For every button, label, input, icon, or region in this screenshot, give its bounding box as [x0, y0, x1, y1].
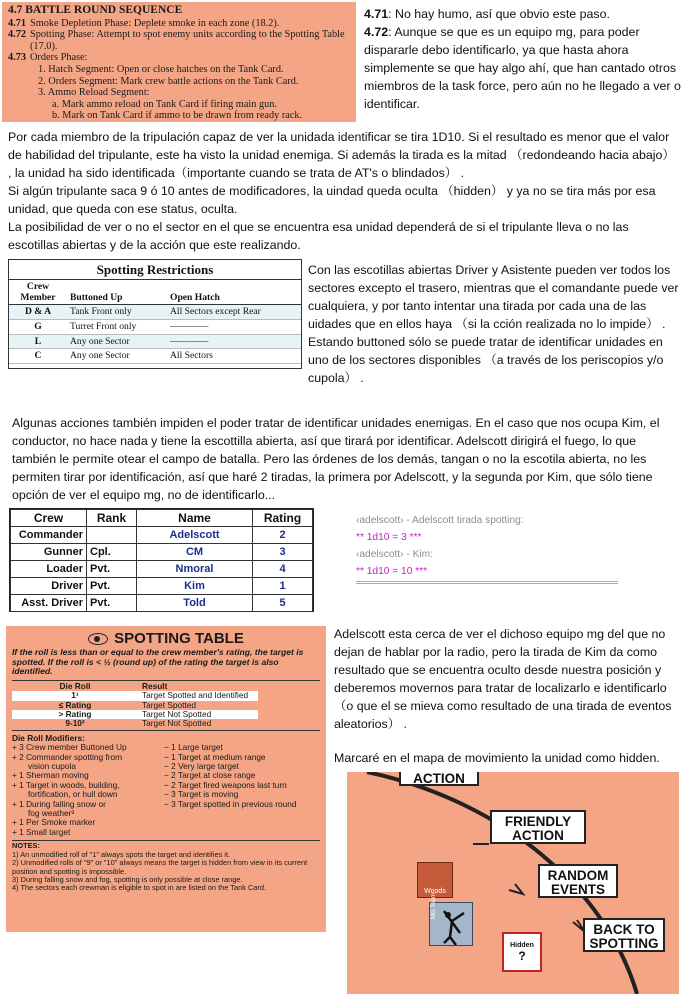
crew-position: Commander: [11, 527, 87, 544]
step-number: 4.71: [8, 17, 27, 29]
step-text: Smoke Depletion Phase: Deplete smoke in each zone (18.2).: [30, 17, 280, 29]
modifier: + 1 Small target: [12, 826, 71, 837]
note: 3) During falling snow and fog, spotting is only possible at close range.: [12, 874, 243, 884]
box-label: RANDOM: [547, 868, 609, 883]
modifier: fog weather³: [28, 808, 75, 819]
column-header: Crew: [11, 510, 87, 527]
crew-rating: 4: [253, 561, 313, 578]
modifier: + 1 Target in woods, building,: [12, 779, 120, 790]
rule-number: 4.72: [364, 25, 389, 39]
segment-line: 3. Ammo Reload Segment:: [38, 87, 150, 99]
die-roll: 9-10²: [65, 718, 85, 729]
segment-line: 1. Hatch Segment: Open or close hatches on the Tank Card.: [38, 63, 284, 75]
box-label: SPOTTING: [589, 936, 659, 951]
table-row: [9, 349, 301, 364]
log-roll-result: ** 1d10 = 3 ***: [356, 532, 422, 543]
modifier: + 2 Commander spotting from: [12, 751, 122, 762]
table-row: [11, 544, 313, 561]
result-explanation: Adelscott esta cerca de ver el dichoso equipo mg del que no dejan de hablar por la radio, pero la tirada de Kim da como resultado que se encuentra oculto desde nuestra posición y deberemos movernos para tratar de localizarlo e identificarlo （o que el se mieva como resultado de una tirada de eventos aleatorios） .: [334, 627, 672, 731]
box-label: BACK TO: [593, 922, 655, 937]
column-header: Open Hatch: [167, 280, 301, 305]
table-row: [11, 595, 313, 612]
table-row: [11, 527, 313, 544]
crew-position: Asst. Driver: [11, 595, 87, 612]
die-roll: ≤ Rating: [58, 699, 92, 710]
cell: All Sectors except Rear: [167, 305, 301, 320]
crew-rating: 3: [253, 544, 313, 561]
cell: L: [9, 334, 67, 349]
crew-name: CM: [137, 544, 253, 561]
counter-label: MG Team: [431, 893, 437, 919]
crew-rating: 2: [253, 527, 313, 544]
mark-hidden-note: Marcaré en el mapa de movimiento la unidad como hidden.: [334, 751, 660, 765]
commentary-471-472: [364, 5, 682, 113]
table-row: [11, 578, 313, 595]
movement-map: [347, 772, 679, 994]
cell: D & A: [9, 305, 67, 320]
modifier: − 3 Target is moving: [164, 789, 239, 800]
rule-comment: : Aunque se que es un equipo mg, para poder dispararle debo identificarlo, ya que hasta ahora simplemente se que hay algo ahí, que han cantado otros miembros de la task force, pero aún no he llegado a ver o identificar.: [364, 25, 681, 111]
table-row: [11, 561, 313, 578]
crew-rating: 5: [253, 595, 313, 612]
crew-rank: Pvt.: [87, 595, 137, 612]
column-header: Rating: [253, 510, 313, 527]
modifier: + 3 Crew member Buttoned Up: [12, 742, 127, 753]
hidden-marker[interactable]: [502, 932, 542, 972]
table-row: [9, 319, 301, 334]
modifier: − 3 Target spotted in previous round: [164, 798, 297, 809]
map-arrow: [509, 884, 523, 894]
step-row: [8, 29, 350, 52]
battle-round-sequence-box: [2, 2, 356, 122]
box-label: ACTION: [512, 828, 564, 843]
die-roll: 1¹: [12, 691, 138, 700]
step-text: Orders Phase:: [30, 52, 88, 64]
crew-name: Kim: [137, 578, 253, 595]
modifier: fortification, or hull down: [28, 789, 118, 800]
crew-position: Driver: [11, 578, 87, 595]
crew-rank: [87, 527, 137, 544]
column-header: Result: [142, 680, 168, 691]
cell: ————: [167, 319, 301, 334]
modifier: + 1 During falling snow or: [12, 798, 106, 809]
table-row: [9, 305, 301, 320]
crew-rating: 1: [253, 578, 313, 595]
cell: All Sectors: [167, 349, 301, 364]
log-user-line: ‹adelscott› - Kim:: [356, 549, 433, 560]
modifiers-list: [12, 743, 320, 837]
log-roll-result: ** 1d10 = 10 ***: [356, 566, 428, 577]
die-roll: > Rating: [12, 710, 138, 719]
crew-name: Told: [137, 595, 253, 612]
paragraph: Con las escotillas abiertas Driver y Asistente pueden ver todos los sectores excepto el trasero, mientras que el comandante puede ver cualquiera, y por tanto intentar una tirada por cada una de las uidades que en ellos haya （si la cción realizada no lo impide） .: [308, 263, 679, 331]
rule-number: 4.71: [364, 7, 389, 21]
spotting-table: [6, 626, 326, 932]
cell: G: [9, 319, 67, 334]
step-row: [8, 18, 350, 30]
modifier: − 2 Target fired weapons last turn: [164, 779, 287, 790]
eye-icon: [88, 633, 108, 645]
segment-line: 2. Orders Segment: Mark crew battle actions on the Tank Card.: [38, 75, 299, 87]
crew-table: [9, 508, 314, 612]
result: Target Spotted: [142, 699, 196, 710]
result: Target Not Spotted: [138, 710, 258, 719]
cell: Tank Front only: [67, 305, 167, 320]
subsegment-line: a. Mark ammo reload on Tank Card if firing main gun.: [52, 98, 277, 110]
column-header: Name: [137, 510, 253, 527]
log-user-line: ‹adelscott› - Adelscott tirada spotting:: [356, 515, 524, 526]
crew-rank: Pvt.: [87, 578, 137, 595]
crew-name: Adelscott: [137, 527, 253, 544]
battle-round-title: 4.7 BATTLE ROUND SEQUENCE: [8, 4, 183, 16]
cell: Turret Front only: [67, 319, 167, 334]
counter-label: Woods: [424, 888, 446, 895]
random-events-box: [538, 864, 618, 898]
paragraph: Estando buttoned sólo se puede tratar de identificar unidades en uno de los sectores disponibles （a través de los periscopios y/o cupola） .: [308, 335, 664, 385]
cell: Any one Sector: [67, 349, 167, 364]
dice-roll-log: [356, 512, 618, 584]
modifier: + 1 Sherman moving: [12, 770, 89, 781]
crew-position: Gunner: [11, 544, 87, 561]
log-divider: [356, 581, 618, 584]
step-text: Spotting Phase: Attempt to spot enemy units according to the Spotting Table (17.0).: [30, 29, 345, 52]
marker-label: Hidden: [510, 942, 534, 949]
crew-position: Loader: [11, 561, 87, 578]
mg-team-counter[interactable]: [429, 893, 473, 946]
crew-rank: Cpl.: [87, 544, 137, 561]
modifier: − 1 Target at medium range: [164, 751, 266, 762]
modifier: − 1 Large target: [164, 742, 223, 753]
actions-explanation: Algunas acciones también impiden el poder tratar de identificar unidades enemigas. En el caso que nos ocupa Kim, el conductor, no hace nada y tiene la escottilla abierta, así que tirará por identificar. Adelscott dirigirá el fuego, lo que también le permite otear el campo de batalla. Pero las órdenes de los demás, tangan o no la escotila abierta, no les permiten tirar por identificación, así que haré 2 tiradas, la primera por Adelscott, y la segunda por Kim, que sólo tiene opción de ver el equipo mg, no de identificarlo...: [12, 416, 660, 502]
cell: C: [9, 349, 67, 364]
step-row: [8, 52, 350, 64]
box-label: FRIENDLY: [504, 814, 572, 829]
die-roll-results: [12, 680, 320, 731]
spotting-explanation: [8, 128, 680, 254]
modifier: + 1 Per Smoke marker: [12, 817, 96, 828]
paragraph: Si algún tripulante saca 9 ó 10 antes de modificadores, la uindad queda oculta （hidden） y ya no se tira más por esa unidad, que queda con ese status, oculta.: [8, 184, 656, 216]
step-number: 4.73: [8, 52, 27, 64]
column-header: Crew Member: [9, 280, 67, 305]
table-row: [12, 719, 320, 728]
cell: Any one Sector: [67, 334, 167, 349]
crew-sight-explanation: [308, 261, 680, 387]
column-header: Die Roll: [59, 680, 91, 691]
modifiers-title: Die Roll Modifiers:: [12, 732, 85, 743]
cell: ————: [167, 334, 301, 349]
column-header: Buttoned Up: [67, 280, 167, 305]
crew-name: Nmoral: [137, 561, 253, 578]
box-label: ACTION: [413, 772, 465, 786]
action-box: [399, 772, 479, 786]
spotting-notes: [12, 840, 320, 892]
table-title: Spotting Restrictions: [9, 260, 301, 280]
subsegment-line: b. Mark on Tank Card if ammo to be drawn from ready rack.: [52, 110, 303, 122]
friendly-action-box: [490, 810, 586, 844]
box-label: EVENTS: [550, 882, 605, 897]
note: 2) Unmodified rolls of "9" or "10" always means the target is hidden from view in its current position and spotting is impossible.: [12, 858, 308, 876]
column-header: Rank: [87, 510, 137, 527]
modifier: vision cupola: [28, 761, 76, 772]
notes-title: NOTES:: [12, 841, 40, 851]
step-number: 4.72: [8, 29, 27, 41]
paragraph: Por cada miembro de la tripulación capaz de ver la unidada identificar se tira 1D10. Si el resultado es menor que el valor de habilidad del tripulante, este ha visto la unidad enemiga. Si además la tirada es la mitad （redondeando hacia abajo） , la unidad ha sido identificada（importante cuando se trata de AT's o blindados） .: [8, 130, 675, 180]
note: 1) An unmodified roll of "1" always spots the target and identifies it.: [12, 849, 231, 859]
spotting-table-intro: If the roll is less than or equal to the crew member's rating, the target is spotted. If the roll is < ½ (round up) of the rating the target is also identified.: [12, 647, 304, 677]
spotting-restrictions-table: [8, 259, 302, 369]
table-row: [9, 334, 301, 349]
result: Target Not Spotted: [142, 718, 212, 729]
spotting-table-title: SPOTTING TABLE: [114, 629, 244, 647]
note: 4) The sectors each crewman is eligible to spot in are listed on the Tank Card.: [12, 883, 267, 893]
result: Target Spotted and Identified: [138, 691, 258, 700]
paragraph: La posibilidad de ver o no el sector en el que se encuentra esa unidad dependerá de si el tripulante lleva o no las escotillas abiertas y de la acción que este realizando.: [8, 220, 629, 252]
modifier: − 2 Target at close range: [164, 770, 256, 781]
marker-question: ?: [518, 949, 526, 963]
modifier: − 2 Very large target: [164, 761, 239, 772]
crew-rank: Pvt.: [87, 561, 137, 578]
rule-comment: : No hay humo, así que obvio este paso.: [388, 7, 610, 21]
back-to-spotting-box: [583, 918, 665, 952]
